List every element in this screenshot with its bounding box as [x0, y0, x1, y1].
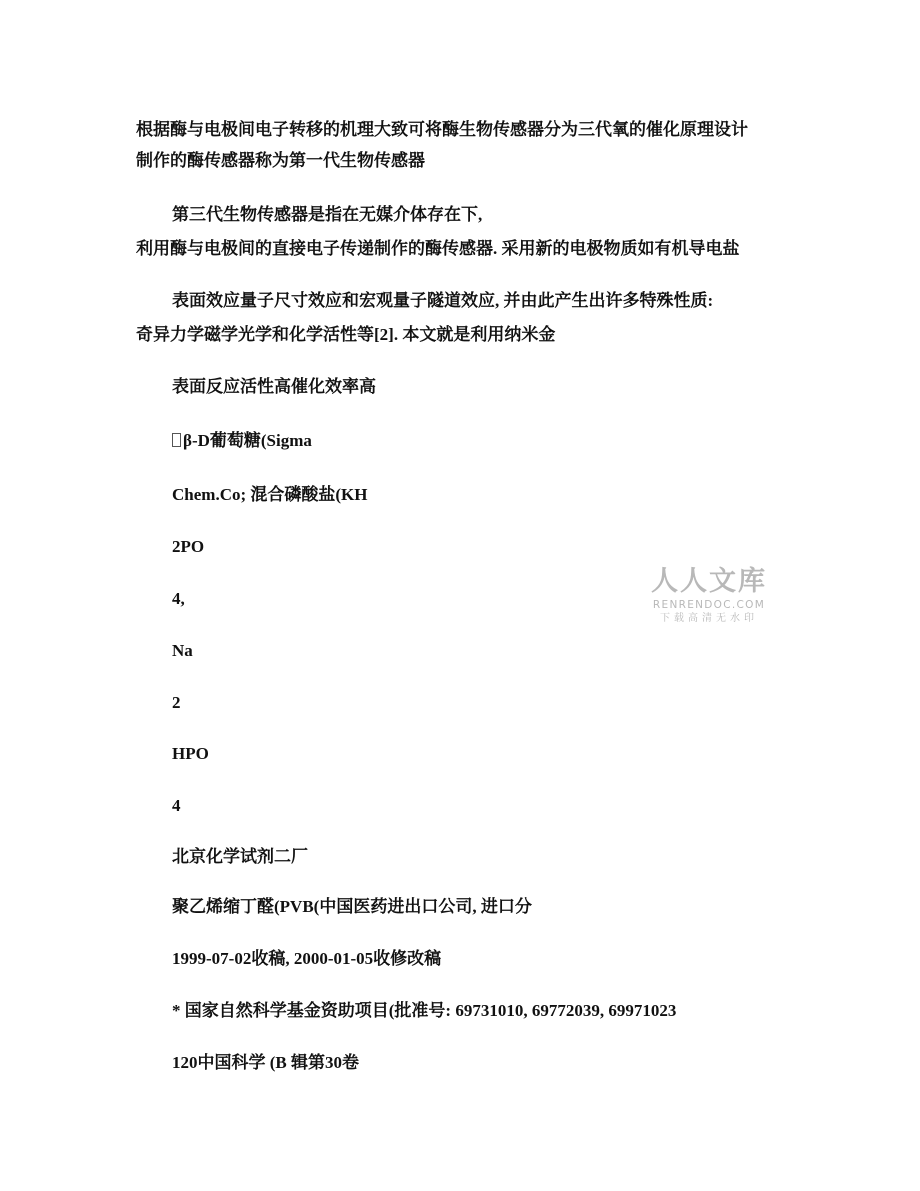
material-text: β-D葡萄糖(Sigma [183, 431, 312, 450]
formula-part-4: 2 [172, 693, 181, 712]
supplier-line-2: 聚乙烯缩丁醛(PVB(中国医药进出口公司, 进口分 [172, 897, 532, 916]
paragraph-line-6: 奇异力学磁学光学和化学活性等[2]. 本文就是利用纳米金 [136, 325, 556, 344]
missing-glyph-box [172, 433, 181, 447]
watermark-title: 人人文库 [651, 566, 767, 597]
received-date-line: 1999-07-02收稿, 2000-01-05收修改稿 [172, 949, 442, 968]
paragraph-line-4: 利用酶与电极间的直接电子传递制作的酶传感器. 采用新的电极物质如有机导电盐 [136, 239, 740, 258]
journal-footer: 120中国科学 (B 辑第30卷 [172, 1053, 359, 1072]
paragraph-line-5: 表面效应量子尺寸效应和宏观量子隧道效应, 并由此产生出许多特殊性质: [172, 291, 714, 310]
supplier-line-1: 北京化学试剂二厂 [172, 847, 308, 866]
material-line-2: Chem.Co; 混合磷酸盐(KH [172, 485, 368, 504]
funding-footnote: * 国家自然科学基金资助项目(批准号: 69731010, 69772039, 69971023 [172, 1001, 677, 1020]
paragraph-line-2: 制作的酶传感器称为第一代生物传感器 [136, 151, 425, 170]
paragraph-line-1: 根据酶与电极间电子转移的机理大致可将酶生物传感器分为三代氧的催化原理设计 [136, 120, 748, 139]
formula-part-2: 4, [172, 589, 185, 608]
formula-part-5: HPO [172, 744, 209, 763]
formula-part-6: 4 [172, 796, 181, 815]
watermark [646, 566, 772, 625]
watermark-url: RENRENDOC.COM [652, 599, 766, 611]
watermark-subtitle: 下载高清无水印 [660, 613, 758, 624]
paragraph-line-3: 第三代生物传感器是指在无媒介体存在下, [172, 205, 483, 224]
paragraph-line-7: 表面反应活性高催化效率高 [172, 377, 376, 396]
formula-part-3: Na [172, 641, 193, 660]
formula-part-1: 2PO [172, 537, 205, 556]
material-line-1 [172, 430, 312, 452]
